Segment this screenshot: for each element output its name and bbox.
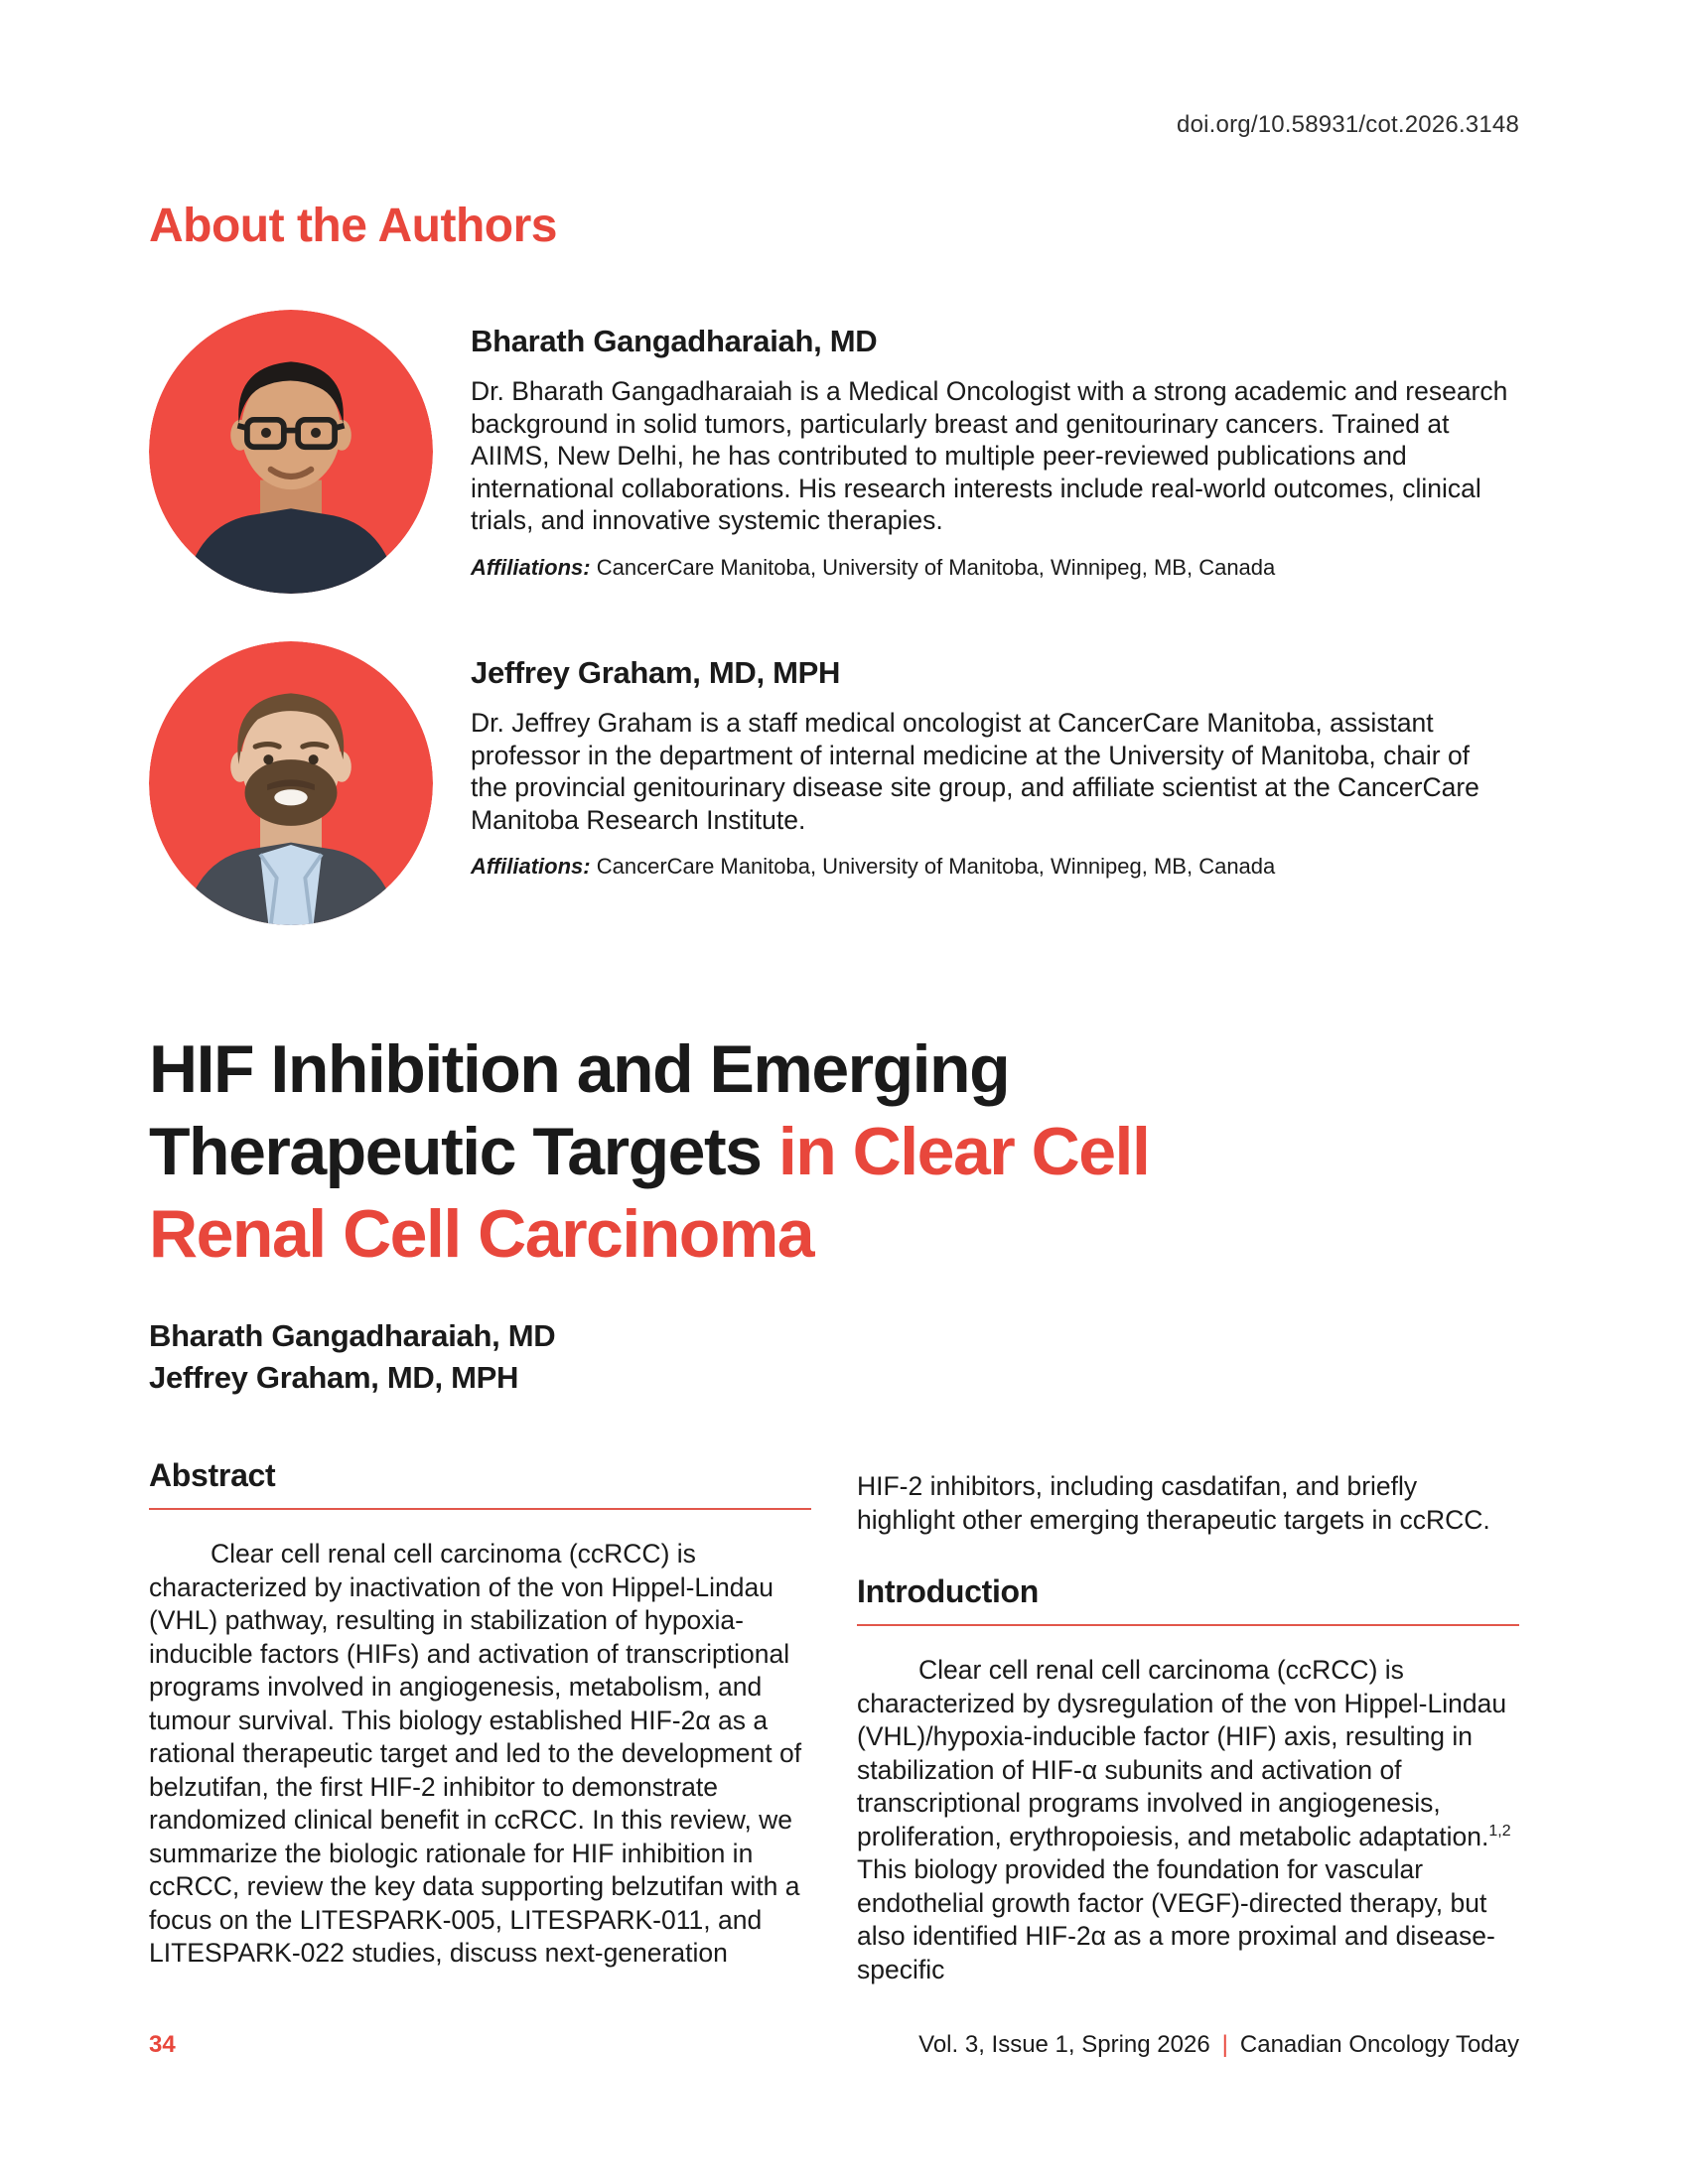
page-number: 34 bbox=[149, 2031, 176, 2058]
abstract-continuation: HIF-2 inhibitors, including casdatifan, and briefly highlight other emerging therapeutic targets in ccRCC. bbox=[857, 1471, 1490, 1535]
footer-journal-info bbox=[918, 2031, 1519, 2059]
intro-text-before-refs: Clear cell renal cell carcinoma (ccRCC) is characterized by dysregulation of the von Hippel-Lindau (VHL)/hypoxia-inducible factor (HIF) axis, resulting in stabilization of HIF-α subunits and activation of transcriptional programs involved in angiogenesis, proliferation, erythropoiesis, and metabolic adaptation. bbox=[857, 1655, 1507, 1851]
author1-photo bbox=[149, 310, 433, 594]
affiliations-label: Affiliations: bbox=[471, 854, 591, 879]
byline-author-2: Jeffrey Graham, MD, MPH bbox=[149, 1360, 519, 1395]
page-footer bbox=[149, 2031, 1519, 2059]
citation-refs: 1,2 bbox=[1488, 1822, 1511, 1840]
footer-journal-name: Canadian Oncology Today bbox=[1239, 2031, 1519, 2058]
author-card-1 bbox=[149, 310, 1519, 594]
introduction-heading: Introduction bbox=[857, 1572, 1519, 1626]
left-column bbox=[149, 1456, 811, 1986]
introduction-paragraph bbox=[857, 1654, 1519, 1986]
author-card-2 bbox=[149, 641, 1519, 925]
affiliations-label: Affiliations: bbox=[471, 554, 591, 580]
affiliations-value: CancerCare Manitoba, University of Manitoba, Winnipeg, MB, Canada bbox=[596, 854, 1276, 879]
author1-bio: Dr. Bharath Gangadharaiah is a Medical Oncologist with a strong academic and research background in solid tumors, particularly breast and genitourinary cancers. Trained at AIIMS, New Delhi, he has contributed to multiple peer-reviewed publications and international collaborations. His research interests include real-world outcomes, clinical trials, and innovative systemic therapies. bbox=[471, 376, 1508, 535]
footer-separator: | bbox=[1221, 2031, 1228, 2058]
title-line2-red: in Clear Cell bbox=[777, 1114, 1150, 1189]
author1-info bbox=[471, 310, 1513, 581]
title-line1: HIF Inhibition and Emerging bbox=[149, 1031, 1010, 1107]
doi-text: doi.org/10.58931/cot.2026.3148 bbox=[1177, 111, 1519, 138]
title-line2-black: Therapeutic Targets bbox=[149, 1114, 762, 1189]
author1-affiliations bbox=[471, 555, 1513, 581]
abstract-paragraph: Clear cell renal cell carcinoma (ccRCC) is characterized by inactivation of the von Hippel-Lindau (VHL) pathway, resulting in stabilization of hypoxia-inducible factors (HIFs) and activation of transcriptional programs involved in angiogenesis, metabolism, and tumour survival. This biology established HIF-2α as a rational therapeutic target and led to the development of belzutifan, the first HIF-2 inhibitor to demonstrate randomized clinical benefit in ccRCC. In this review, we summarize the biologic rationale for HIF inhibition in ccRCC, review the key data supporting belzutifan with a focus on the LITESPARK-005, LITESPARK-011, and LITESPARK-022 studies, discuss next-generation bbox=[149, 1539, 802, 1968]
byline-author-1: Bharath Gangadharaiah, MD bbox=[149, 1318, 556, 1353]
author2-bio: Dr. Jeffrey Graham is a staff medical oncologist at CancerCare Manitoba, assistant professor in the department of internal medicine at the University of Manitoba, chair of the provincial genitourinary disease site group, and affiliate scientist at the CancerCare Manitoba Research Institute. bbox=[471, 708, 1479, 835]
portrait-man-beard-icon bbox=[149, 641, 433, 925]
author2-affiliations bbox=[471, 854, 1513, 880]
affiliations-value: CancerCare Manitoba, University of Manitoba, Winnipeg, MB, Canada bbox=[596, 554, 1276, 580]
title-line3-red: Renal Cell Carcinoma bbox=[149, 1196, 814, 1272]
intro-text-after-refs: This biology provided the foundation for vascular endothelial growth factor (VEGF)-directed therapy, but also identified HIF-2α as a more proximal and disease-specific bbox=[857, 1854, 1495, 1984]
article-byline bbox=[149, 1315, 1519, 1399]
article-title bbox=[149, 1028, 1519, 1276]
portrait-man-glasses-icon bbox=[149, 310, 433, 594]
right-column bbox=[857, 1456, 1519, 1986]
author2-name: Jeffrey Graham, MD, MPH bbox=[471, 655, 841, 690]
footer-issue: Vol. 3, Issue 1, Spring 2026 bbox=[918, 2031, 1210, 2058]
author2-info bbox=[471, 641, 1513, 880]
abstract-heading: Abstract bbox=[149, 1456, 811, 1510]
about-authors-heading: About the Authors bbox=[149, 200, 557, 252]
author1-name: Bharath Gangadharaiah, MD bbox=[471, 324, 878, 358]
author2-photo bbox=[149, 641, 433, 925]
article-body bbox=[149, 1456, 1519, 1986]
